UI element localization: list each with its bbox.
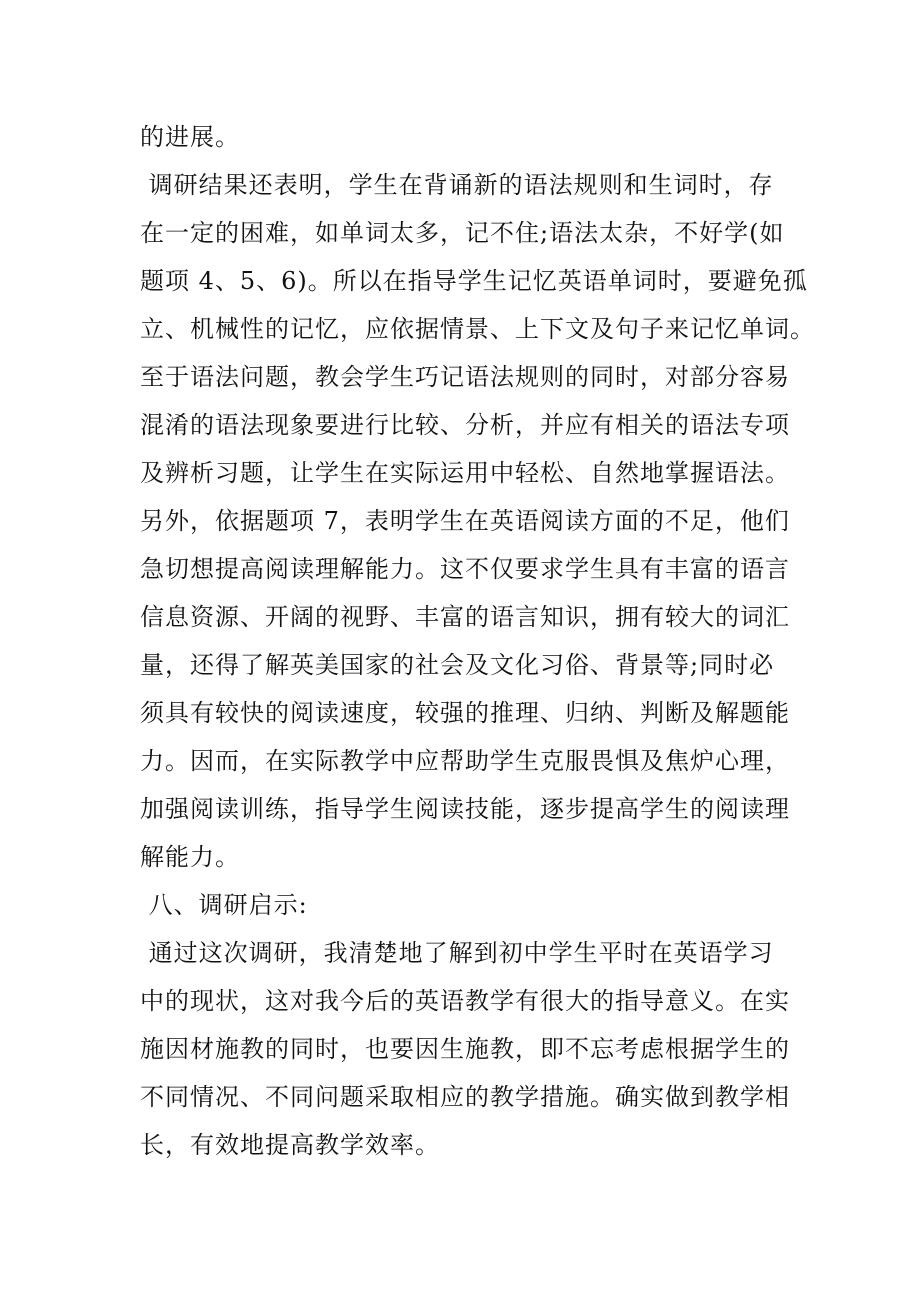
text-line: 加强阅读训练，指导学生阅读技能，逐步提高学生的阅读理: [140, 795, 790, 823]
text-line: 解能力。: [140, 843, 240, 871]
text-line: 急切想提高阅读理解能力。这不仅要求学生具有丰富的语言: [140, 555, 790, 583]
text-line: 力。因而，在实际教学中应帮助学生克服畏惧及焦炉心理，: [140, 747, 790, 775]
text-line: 信息资源、开阔的视野、丰富的语言知识，拥有较大的词汇: [140, 603, 790, 631]
text-line: 题项 4、5、6)。所以在指导学生记忆英语单词时，要避免孤: [140, 267, 808, 295]
text-line: 量，还得了解英美国家的社会及文化习俗、背景等;同时必: [140, 651, 775, 679]
text-line: 中的现状，这对我今后的英语教学有很大的指导意义。在实: [140, 987, 790, 1015]
section-heading: 八、调研启示:: [140, 891, 308, 919]
text-line: 混淆的语法现象要进行比较、分析，并应有相关的语法专项: [140, 411, 790, 439]
text-line: 的进展。: [140, 123, 240, 151]
text-line: 通过这次调研，我清楚地了解到初中学生平时在英语学习: [140, 939, 774, 967]
document-body: [140, 113, 820, 1169]
text-line: 不同情况、不同问题采取相应的教学措施。确实做到教学相: [140, 1083, 790, 1111]
text-line: 长，有效地提高教学效率。: [140, 1131, 440, 1159]
text-line: 在一定的困难，如单词太多，记不住;语法太杂，不好学(如: [140, 219, 785, 247]
text-line: 须具有较快的阅读速度，较强的推理、归纳、判断及解题能: [140, 699, 790, 727]
text-line: 调研结果还表明，学生在背诵新的语法规则和生词时，存: [140, 171, 774, 199]
text-line: 施因材施教的同时，也要因生施教，即不忘考虑根据学生的: [140, 1035, 790, 1063]
text-line: 至于语法问题，教会学生巧记语法规则的同时，对部分容易: [140, 363, 790, 391]
text-line: 立、机械性的记忆，应依据情景、上下文及句子来记忆单词。: [140, 315, 815, 343]
text-line: 另外，依据题项 7，表明学生在英语阅读方面的不足，他们: [140, 507, 790, 535]
text-line: 及辨析习题，让学生在实际运用中轻松、自然地掌握语法。: [140, 459, 790, 487]
